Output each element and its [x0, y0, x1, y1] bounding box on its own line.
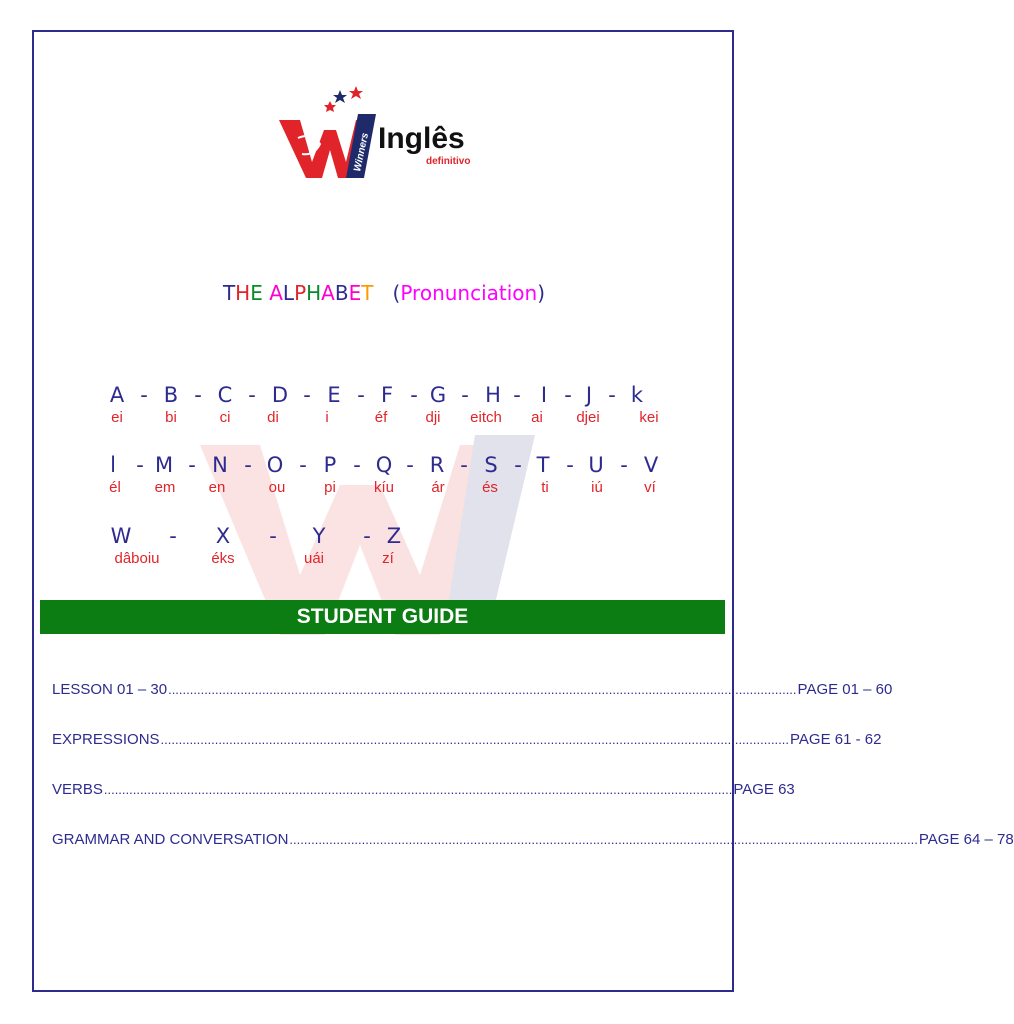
letter-separator: - — [303, 383, 311, 407]
toc-label: LESSON 01 – 30 — [52, 681, 168, 698]
toc-leader-dots: .............................................................................................................................................................................. — [160, 732, 790, 747]
letter-pronunciation: zí — [382, 550, 394, 567]
toc-row-verbs[interactable] — [52, 780, 795, 800]
letter-pronunciation: ti — [541, 479, 549, 496]
letter-pronunciation: en — [208, 479, 226, 496]
alphabet-title-segment: H — [235, 281, 251, 305]
alphabet-letter: W — [110, 524, 132, 548]
alphabet-letter: I — [540, 383, 548, 407]
letter-separator: - — [513, 383, 521, 407]
alphabet-title-segment: A — [269, 281, 283, 305]
alphabet-title-segment: B — [334, 281, 349, 305]
letter-separator: - — [620, 453, 628, 477]
letter-pronunciation: ví — [644, 479, 656, 496]
logo-wordmark: Winners — [352, 131, 372, 173]
alphabet-letter: V — [643, 453, 659, 477]
toc-page: PAGE 64 – 78 — [918, 831, 1014, 848]
alphabet-letter: N — [212, 453, 228, 477]
letter-separator: - — [194, 383, 202, 407]
alphabet-title-segment: P — [294, 281, 307, 305]
letter-separator: - — [460, 453, 468, 477]
letter-separator: - — [566, 453, 574, 477]
letter-pronunciation: ei — [111, 409, 123, 426]
letter-pronunciation: éks — [211, 550, 235, 567]
toc-label: GRAMMAR AND CONVERSATION — [52, 831, 289, 848]
alphabet-letter: Y — [312, 524, 326, 548]
letter-pronunciation: di — [267, 409, 279, 426]
alphabet-letter: F — [380, 383, 394, 407]
toc-row-lessons[interactable] — [52, 680, 893, 700]
alphabet-letter: P — [323, 453, 337, 477]
letter-pronunciation: dji — [425, 409, 441, 426]
alphabet-letter: E — [327, 383, 341, 407]
alphabet-title-segment: T — [222, 281, 236, 305]
toc-page: PAGE 61 - 62 — [790, 731, 882, 748]
letter-separator: - — [353, 453, 361, 477]
toc-page: PAGE 63 — [733, 781, 795, 798]
letter-separator: - — [136, 453, 144, 477]
banner-title: STUDENT GUIDE — [296, 605, 469, 628]
toc-row-grammar[interactable] — [52, 830, 1014, 850]
letter-separator: - — [299, 453, 307, 477]
alphabet-letter: A — [109, 383, 125, 407]
letter-pronunciation: éf — [374, 409, 388, 426]
alphabet-title-segment: Pronunciation — [400, 281, 538, 305]
toc-page: PAGE 01 – 60 — [797, 681, 893, 698]
alphabet-letter: M — [154, 453, 174, 477]
alphabet-title-segment: L — [282, 281, 295, 305]
letter-separator: - — [140, 383, 148, 407]
letter-pronunciation: pi — [324, 479, 336, 496]
letter-separator: - — [363, 524, 371, 548]
alphabet-title-segment: A — [321, 281, 335, 305]
alphabet-title-segment — [373, 281, 392, 305]
alphabet-title-segment: H — [306, 281, 322, 305]
letter-pronunciation: kei — [639, 409, 659, 426]
letter-pronunciation: ár — [431, 479, 445, 496]
letter-separator: - — [357, 383, 365, 407]
alphabet-letter: k — [630, 383, 644, 407]
letter-separator: - — [406, 453, 414, 477]
alphabet-letter: H — [485, 383, 501, 407]
alphabet-letter: G — [429, 383, 447, 407]
letter-pronunciation: ai — [531, 409, 543, 426]
alphabet-letter: S — [484, 453, 498, 477]
alphabet-letter: J — [585, 383, 593, 407]
toc-row-expressions[interactable] — [52, 730, 882, 750]
letter-separator: - — [410, 383, 418, 407]
letter-separator: - — [188, 453, 196, 477]
letter-pronunciation: él — [109, 479, 121, 496]
letter-separator: - — [608, 383, 616, 407]
letter-pronunciation: bi — [165, 409, 177, 426]
alphabet-letter: l — [110, 453, 116, 477]
alphabet-letter: Q — [375, 453, 393, 477]
letter-separator: - — [248, 383, 256, 407]
alphabet-letter: Z — [386, 524, 402, 548]
alphabet-letter: R — [429, 453, 445, 477]
logo-subtitle: definitivo — [426, 156, 471, 167]
letter-separator: - — [244, 453, 252, 477]
letter-pronunciation: em — [154, 479, 176, 496]
letter-pronunciation: dâboiu — [114, 550, 160, 567]
letter-pronunciation: kíu — [373, 479, 395, 496]
letter-pronunciation: i — [325, 409, 329, 426]
alphabet-title-segment: E — [250, 281, 263, 305]
letter-pronunciation: ou — [268, 479, 286, 496]
alphabet-title-segment: ) — [537, 281, 546, 305]
alphabet-title-segment: E — [348, 281, 362, 305]
alphabet-letter: C — [217, 383, 233, 407]
letter-pronunciation: djei — [576, 409, 600, 426]
alphabet-letter: X — [215, 524, 231, 548]
alphabet-title-segment: ( — [392, 281, 401, 305]
alphabet-letter: U — [588, 453, 604, 477]
letter-separator: - — [169, 524, 177, 548]
alphabet-title-segment: T — [361, 281, 374, 305]
letter-separator: - — [564, 383, 572, 407]
alphabet-title — [0, 280, 768, 306]
letter-separator: - — [269, 524, 277, 548]
toc-leader-dots: .............................................................................................................................................................................. — [103, 782, 733, 797]
student-guide-banner — [40, 600, 725, 634]
alphabet-letter: T — [536, 453, 550, 477]
logo-title: Inglês — [378, 122, 465, 155]
letter-pronunciation: iú — [591, 479, 603, 496]
letter-separator: - — [461, 383, 469, 407]
toc-leader-dots: .............................................................................................................................................................................. — [168, 682, 797, 697]
toc-leader-dots: .............................................................................................................................................................................. — [289, 832, 918, 847]
alphabet-letter: O — [266, 453, 284, 477]
letter-pronunciation: és — [482, 479, 498, 496]
letter-separator: - — [514, 453, 522, 477]
alphabet-letter: D — [271, 383, 289, 407]
letter-pronunciation: uái — [303, 550, 325, 567]
toc-label: VERBS — [52, 781, 103, 798]
toc-label: EXPRESSIONS — [52, 731, 160, 748]
letter-pronunciation: eitch — [470, 409, 502, 426]
alphabet-letter: B — [163, 383, 179, 407]
letter-pronunciation: ci — [219, 409, 231, 426]
